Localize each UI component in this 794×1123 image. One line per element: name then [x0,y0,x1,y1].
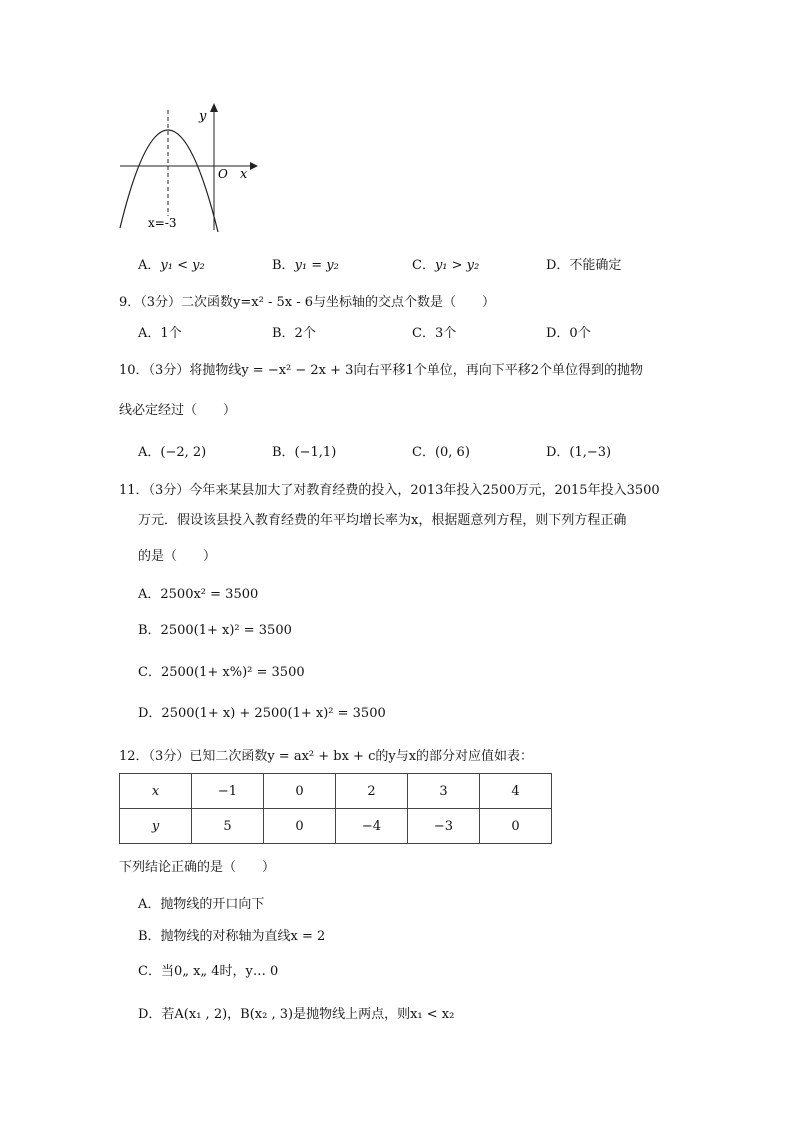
q10-stem-line2: 线必定经过（ ） [119,403,237,418]
table-row-y [120,809,552,844]
table-cell: −3 [408,809,480,844]
q10-option-c: C．(0, 6) [412,445,470,460]
q11-stem-line3: 的是（ ） [138,549,217,564]
y-axis-label: y [199,109,207,124]
q9-option-a: A．1个 [138,326,182,341]
q8-option-d: D．不能确定 [546,258,622,273]
q10-option-b: B．(−1,1) [272,445,337,460]
table-cell: −1 [192,774,264,809]
table-row-x [120,774,552,809]
q9-option-d: D．0个 [546,326,591,341]
table-cell: 0 [480,809,552,844]
q12-option-d: D．若A(x₁ , 2)，B(x₂ , 3)是抛物线上两点，则x₁ < x₂ [138,1007,455,1022]
q8-option-b: B．y₁ = y₂ [272,258,339,273]
q8-option-a: A．y₁ < y₂ [138,258,205,273]
q11-option-a: A．2500x² = 3500 [138,587,259,602]
x-axis-label: x [240,167,248,182]
table-cell: −4 [336,809,408,844]
origin-label: O [218,167,228,181]
q11-option-c: C．2500(1+ x%)² = 3500 [138,665,305,680]
q11-stem-line2: 万元．假设该县投入教育经费的年平均增长率为x，根据题意列方程，则下列方程正确 [138,513,627,528]
q12-option-a: A．抛物线的开口向下 [138,897,265,912]
q9-option-c: C．3个 [412,326,457,341]
x-axis-arrow [250,162,258,170]
parabola-graph [112,100,262,235]
y-axis-arrow [210,103,218,112]
table-header-y: y [120,809,192,844]
table-header-x: x [120,774,192,809]
q9-stem: 9．（3分）二次函数y=x² - 5x - 6与坐标轴的交点个数是（ ） [119,295,496,310]
table-cell: 0 [264,809,336,844]
symmetry-label: x=-3 [148,216,177,230]
q10-option-d: D．(1,−3) [546,445,612,460]
q10-stem-line1: 10．（3分）将抛物线y = −x² − 2x + 3向右平移1个单位，再向下平移2个单位得到的抛物 [119,363,643,378]
q12-option-c: C．当0„ x„ 4时，y… 0 [138,964,279,979]
q8-option-c: C．y₁ > y₂ [412,258,480,273]
table-cell: 2 [336,774,408,809]
q12-prompt: 下列结论正确的是（ ） [119,860,276,875]
q9-option-b: B．2个 [272,326,316,341]
table-cell: 3 [408,774,480,809]
table-cell: 0 [264,774,336,809]
q12-option-b: B．抛物线的对称轴为直线x = 2 [138,929,326,944]
q11-option-b: B．2500(1+ x)² = 3500 [138,623,292,638]
q10-option-a: A．(−2, 2) [138,445,207,460]
q12-value-table [119,773,552,844]
table-cell: 4 [480,774,552,809]
q12-stem: 12．（3分）已知二次函数y = ax² + bx + c的y与x的部分对应值如表： [119,749,534,764]
table-cell: 5 [192,809,264,844]
q11-stem-line1: 11．（3分）今年来某县加大了对教育经费的投入，2013年投入2500万元，2015年投入3500 [119,483,660,498]
q11-option-d: D．2500(1+ x) + 2500(1+ x)² = 3500 [138,706,386,721]
